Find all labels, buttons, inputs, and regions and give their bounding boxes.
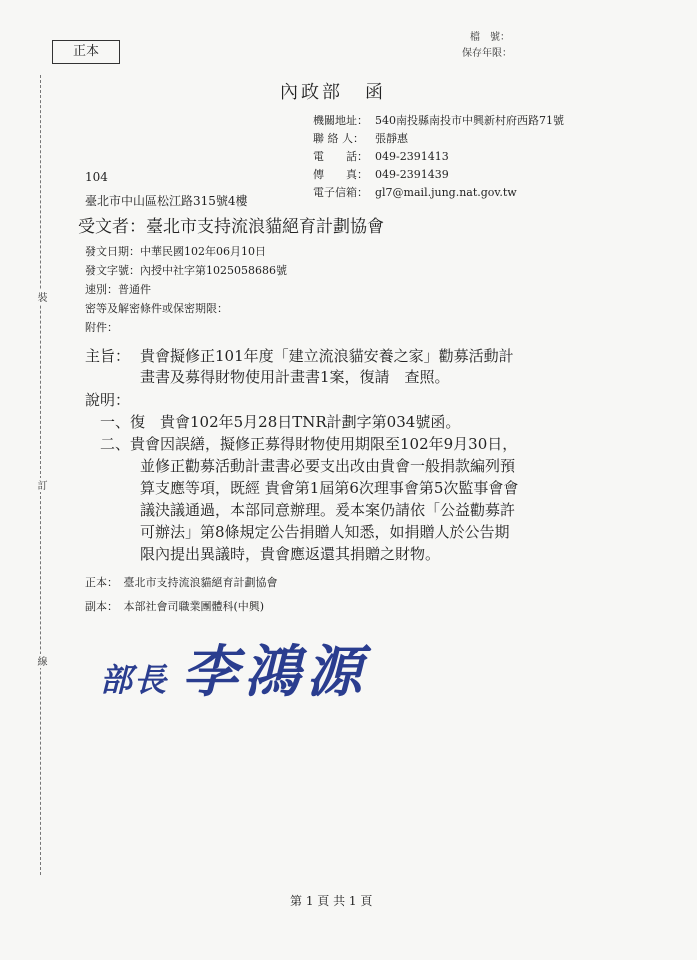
- classification: 密等及解密條件或保密期限：: [85, 302, 228, 315]
- original-copy-stamp: 正本: [52, 40, 120, 64]
- title-doc-type: 函: [365, 82, 386, 103]
- explanation-item-1: 一、復 貴會102年5月28日TNR計劃字第034號函。: [100, 413, 461, 431]
- file-number-label: 檔 號：: [470, 32, 510, 43]
- margin-mark-staple: 訂: [35, 480, 46, 490]
- recipient: 受文者：臺北市支持流浪貓絕育計劃協會: [78, 217, 384, 237]
- binding-margin-line: [40, 75, 41, 875]
- page-number: 第 1 頁 共 1 頁: [290, 894, 373, 908]
- recipient-street-address: 臺北市中山區松江路315號4樓: [85, 194, 248, 208]
- title-org: 內政部: [280, 82, 343, 103]
- subject-line-1: 貴會擬修正101年度「建立流浪貓安養之家」勸募活動計: [140, 347, 514, 365]
- contact-address: 機關地址： 540南投縣南投市中興新村府西路71號: [313, 114, 564, 127]
- explanation-item-2-line-2: 並修正勸募活動計畫書必要支出改由貴會一般捐款編列預: [140, 457, 516, 475]
- retention-period-label: 保存年限：: [462, 48, 512, 59]
- margin-mark-bind: 裝: [35, 292, 46, 302]
- explanation-item-2-line-4: 議決議通過，本部同意辦理。爰本案仍請依「公益勸募許: [140, 501, 516, 519]
- original-recipient: 正本： 臺北市支持流浪貓絕育計劃協會: [85, 576, 278, 589]
- explanation-item-2-line-5: 可辦法」第8條規定公告捐贈人知悉，如捐贈人於公告期: [140, 523, 510, 541]
- document-number: 發文字號：內授中社字第1025058686號: [85, 264, 287, 277]
- attachment: 附件：: [85, 321, 118, 334]
- contact-email: 電子信箱： gl7@mail.jung.nat.gov.tw: [313, 186, 517, 199]
- explanation-item-2-line-3: 算支應等項，既經 貴會第1屆第6次理事會第5次監事會會: [140, 479, 519, 497]
- subject-label: 主旨：: [85, 347, 131, 365]
- signature-name: 李鴻源: [182, 640, 369, 705]
- delivery-speed: 速別：普通件: [85, 283, 151, 296]
- minister-signature: [100, 628, 368, 708]
- contact-person: 聯 絡 人： 張靜惠: [313, 132, 408, 145]
- subject-line-2: 畫書及募得財物使用計畫書1案，復請 查照。: [140, 368, 450, 386]
- explanation-item-2-line-6: 限內提出異議時，貴會應返還其捐贈之財物。: [140, 545, 441, 563]
- issue-date: 發文日期：中華民國102年06月10日: [85, 245, 266, 258]
- contact-phone: 電 話： 049-2391413: [313, 150, 449, 163]
- signature-role: 部長: [100, 661, 169, 699]
- recipient-postal-code: 104: [85, 170, 108, 184]
- copy-recipient: 副本： 本部社會司職業團體科(中興): [85, 600, 265, 613]
- margin-mark-line: 線: [35, 656, 46, 666]
- explanation-label: 說明：: [85, 391, 131, 409]
- explanation-item-2-line-1: 二、貴會因誤繕，擬修正募得財物使用期限至102年9月30日，: [100, 435, 518, 453]
- document-title: [280, 78, 386, 104]
- contact-fax: 傳 真： 049-2391439: [313, 168, 449, 181]
